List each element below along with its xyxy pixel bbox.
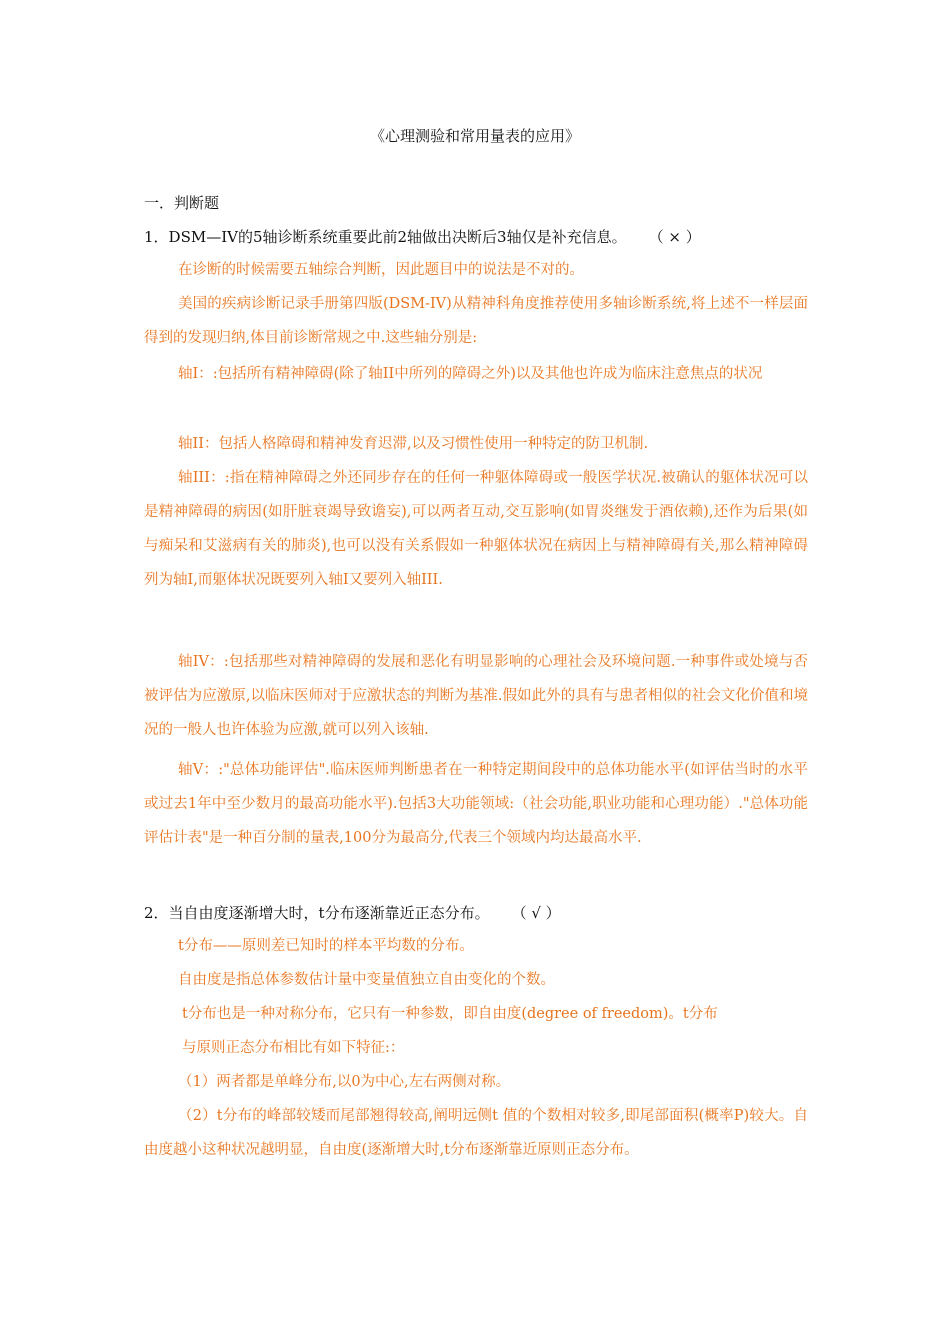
explanation-paragraph: 自由度是指总体参数估计量中变量值独立自由变化的个数。 — [178, 972, 555, 988]
explanation-paragraph: （2）t分布的峰部较矮而尾部翘得较高,阐明远侧t 值的个数相对较多,即尾部面积(概率P)较大。自由度越小这种状况越明显，自由度(逐渐增大时,t分布逐渐靠近原则正态分布。 — [144, 1108, 808, 1158]
question-1-text: 1．DSM—IV的5轴诊断系统重要此前2轴做出决断后3轴仅是补充信息。 — [144, 228, 627, 246]
explanation-paragraph: 与原则正态分布相比有如下特征:： — [182, 1040, 405, 1056]
question-1-answer: （ × ） — [648, 228, 701, 246]
section-heading: 一．判断题 — [144, 194, 220, 212]
explanation-paragraph: 轴V：:"总体功能评估".临床医师判断患者在一种特定期间段中的总体功能水平(如评估当时的水平或过去1年中至少数月的最高功能水平).包括3大功能领域:（社会功能,职业功能和心理功能）."总体功能评估计表"是一种百分制的量表,100分为最高分,代表三个领域内均达最高水平. — [144, 762, 808, 846]
explanation-paragraph: 轴III：:指在精神障碍之外还同步存在的任何一种躯体障碍或一般医学状况.被确认的躯体状况可以是精神障碍的病因(如肝脏衰竭导致谵妄),可以两者互动,交互影响(如胃炎继发于酒依赖),还作为后果(如与痴呆和艾滋病有关的肺炎),也可以没有关系假如一种躯体状况在病因上与精神障碍有关,那么精神障碍列为轴Ⅰ,而躯体状况既要列入轴Ⅰ又要列入轴III. — [144, 470, 808, 588]
question-2 — [144, 901, 814, 925]
explanation-paragraph: 轴IV：:包括那些对精神障碍的发展和恶化有明显影响的心理社会及环境问题.一种事件或处境与否被评估为应激原,以临床医师对于应激状态的判断为基准.假如此外的具有与患者相似的社会文化价值和境况的一般人也许体验为应激,就可以列入该轴. — [144, 654, 808, 738]
question-2-answer: （ √ ） — [511, 904, 561, 922]
explanation-paragraph: 在诊断的时候需要五轴综合判断，因此题目中的说法是不对的。 — [178, 262, 584, 278]
explanation-paragraph: t分布——原则差已知时的样本平均数的分布。 — [178, 938, 474, 954]
explanation-paragraph: 美国的疾病诊断记录手册第四版(DSM-IV)从精神科角度推荐使用多轴诊断系统,将上述不一样层面得到的发现归纳,体目前诊断常规之中.这些轴分别是: — [144, 296, 808, 346]
question-2-text: 2．当自由度逐渐增大时，t分布逐渐靠近正态分布。 — [144, 904, 490, 922]
question-1 — [144, 225, 814, 249]
explanation-paragraph: 轴Ⅰ：:包括所有精神障碍(除了轴II中所列的障碍之外)以及其他也许成为临床注意焦点的状况 — [178, 366, 763, 382]
explanation-paragraph: 轴II：包括人格障碍和精神发育迟滞,以及习惯性使用一种特定的防卫机制. — [178, 436, 649, 452]
explanation-paragraph: t分布也是一种对称分布，它只有一种参数，即自由度(degree of freedom)。t分布 — [182, 1006, 718, 1022]
explanation-paragraph: （1）两者都是单峰分布,以0为中心,左右两侧对称。 — [178, 1074, 511, 1090]
document-title: 《心理测验和常用量表的应用》 — [369, 127, 580, 145]
